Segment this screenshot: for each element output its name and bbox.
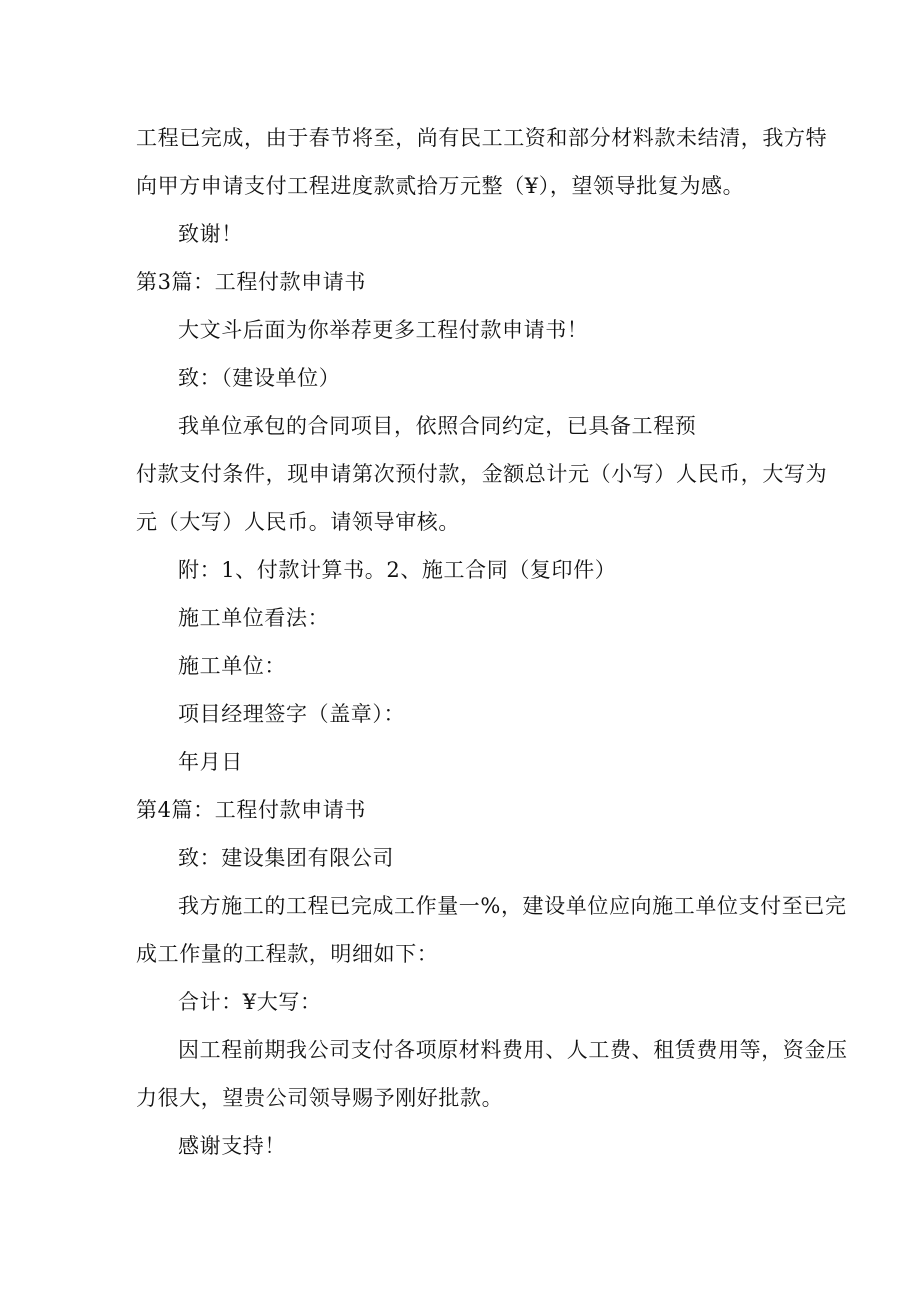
paragraph-line: 我方施工的工程已完成工作量一%，建设单位应向施工单位支付至已完 [178,894,847,918]
form-field-label: 施工单位： [178,654,286,678]
closing-thanks: 致谢！ [178,222,243,246]
closing-thanks: 感谢支持！ [178,1134,286,1158]
total-line: 合计：¥大写： [178,990,322,1014]
paragraph-line: 我单位承包的合同项目，依照合同约定，已具备工程预 [178,414,697,438]
form-field-label: 施工单位看法： [178,606,330,630]
paragraph-line: 因工程前期我公司支付各项原材料费用、人工费、租赁费用等，资金压 [178,1038,848,1062]
paragraph-line: 付款支付条件，现申请第次预付款，金额总计元（小写）人民币，大写为 [136,462,828,486]
section-heading: 第4篇：工程付款申请书 [136,798,366,822]
attachment-line: 附：1、付款计算书。2、施工合同（复印件） [178,558,617,582]
paragraph-line: 工程已完成，由于春节将至，尚有民工工资和部分材料款未结清，我方特 [136,126,828,150]
recipient-line: 致：建设集团有限公司 [178,846,394,870]
paragraph-line: 向甲方申请支付工程进度款贰拾万元整（¥），望领导批复为感。 [136,174,745,198]
recipient-line: 致：（建设单位） [178,366,341,390]
paragraph-line: 大文斗后面为你举荐更多工程付款申请书！ [178,318,589,342]
form-field-label: 项目经理签字（盖章）： [178,702,406,726]
date-line: 年月日 [178,750,243,774]
paragraph-line: 元（大写）人民币。请领导审核。 [136,510,460,534]
paragraph-line: 力很大，望贵公司领导赐予刚好批款。 [136,1086,504,1110]
section-heading: 第3篇：工程付款申请书 [136,270,366,294]
paragraph-line: 成工作量的工程款，明细如下： [136,942,439,966]
